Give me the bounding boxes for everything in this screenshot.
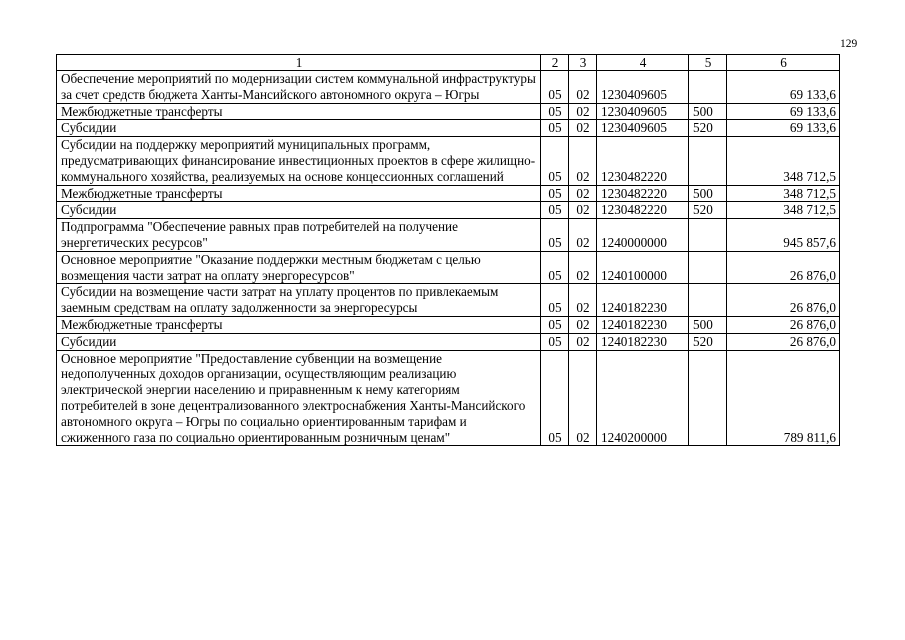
row-target-code: 1240182230 — [597, 333, 689, 350]
row-amount: 348 712,5 — [727, 137, 840, 185]
row-expense-type: 500 — [689, 185, 727, 202]
table-row — [57, 350, 840, 446]
column-header: 1 — [57, 55, 541, 71]
row-amount: 26 876,0 — [727, 316, 840, 333]
row-name: Субсидии на возмещение части затрат на уплату процентов по привлекаемым заемным средствам на оплату задолженности за энергоресурсы — [57, 284, 541, 317]
row-expense-type — [689, 350, 727, 446]
row-subsection-code: 02 — [569, 103, 597, 120]
row-target-code: 1230409605 — [597, 120, 689, 137]
column-header: 2 — [541, 55, 569, 71]
row-section-code: 05 — [541, 316, 569, 333]
row-expense-type: 500 — [689, 316, 727, 333]
row-target-code: 1230409605 — [597, 71, 689, 104]
row-section-code: 05 — [541, 350, 569, 446]
row-target-code: 1240182230 — [597, 316, 689, 333]
table-row — [57, 251, 840, 284]
row-name: Подпрограмма "Обеспечение равных прав потребителей на получение энергетических ресурсов" — [57, 219, 541, 252]
row-target-code: 1230482220 — [597, 185, 689, 202]
row-expense-type — [689, 284, 727, 317]
row-target-code: 1240200000 — [597, 350, 689, 446]
row-expense-type — [689, 137, 727, 185]
row-section-code: 05 — [541, 137, 569, 185]
row-expense-type — [689, 251, 727, 284]
row-expense-type: 520 — [689, 202, 727, 219]
row-name: Субсидии — [57, 120, 541, 137]
row-amount: 69 133,6 — [727, 120, 840, 137]
row-subsection-code: 02 — [569, 185, 597, 202]
row-section-code: 05 — [541, 202, 569, 219]
row-name: Основное мероприятие "Предоставление субвенции на возмещение недополученных доходов организации, осуществляющим реализацию электрической энергии населению и приравненным к нему категориям потребителей в зоне децентрализованного электроснабжения Ханты-Мансийского автономного округа – Югры по социально ориентированным тарифам и сжиженного газа по социально ориентированным розничным ценам" — [57, 350, 541, 446]
row-name: Субсидии — [57, 202, 541, 219]
table-row — [57, 137, 840, 185]
row-name: Межбюджетные трансферты — [57, 316, 541, 333]
row-name: Субсидии — [57, 333, 541, 350]
row-target-code: 1230409605 — [597, 103, 689, 120]
row-subsection-code: 02 — [569, 251, 597, 284]
table-row — [57, 202, 840, 219]
row-name: Обеспечение мероприятий по модернизации систем коммунальной инфраструктуры за счет средств бюджета Ханты-Мансийского автономного округа – Югры — [57, 71, 541, 104]
table-row — [57, 185, 840, 202]
table-header-row — [57, 55, 840, 71]
row-amount: 26 876,0 — [727, 251, 840, 284]
row-subsection-code: 02 — [569, 71, 597, 104]
table-row — [57, 219, 840, 252]
table-row — [57, 120, 840, 137]
row-target-code: 1240100000 — [597, 251, 689, 284]
row-target-code: 1240182230 — [597, 284, 689, 317]
row-subsection-code: 02 — [569, 202, 597, 219]
row-expense-type: 500 — [689, 103, 727, 120]
row-target-code: 1230482220 — [597, 137, 689, 185]
row-section-code: 05 — [541, 71, 569, 104]
row-subsection-code: 02 — [569, 284, 597, 317]
column-header: 6 — [727, 55, 840, 71]
column-header: 5 — [689, 55, 727, 71]
table-body — [57, 71, 840, 446]
page-number: 129 — [840, 38, 858, 50]
row-section-code: 05 — [541, 120, 569, 137]
row-name: Межбюджетные трансферты — [57, 185, 541, 202]
row-expense-type — [689, 219, 727, 252]
row-subsection-code: 02 — [569, 316, 597, 333]
row-subsection-code: 02 — [569, 137, 597, 185]
row-amount: 26 876,0 — [727, 284, 840, 317]
row-amount: 945 857,6 — [727, 219, 840, 252]
row-name: Основное мероприятие "Оказание поддержки местным бюджетам с целью возмещения части затрат на оплату энергоресурсов" — [57, 251, 541, 284]
row-section-code: 05 — [541, 219, 569, 252]
table-row — [57, 316, 840, 333]
row-expense-type — [689, 71, 727, 104]
row-amount: 26 876,0 — [727, 333, 840, 350]
row-subsection-code: 02 — [569, 219, 597, 252]
row-amount: 348 712,5 — [727, 202, 840, 219]
row-section-code: 05 — [541, 103, 569, 120]
row-amount: 69 133,6 — [727, 103, 840, 120]
table-row — [57, 284, 840, 317]
budget-table — [56, 54, 840, 446]
row-subsection-code: 02 — [569, 333, 597, 350]
table-row — [57, 71, 840, 104]
table-row — [57, 333, 840, 350]
row-target-code: 1240000000 — [597, 219, 689, 252]
row-name: Межбюджетные трансферты — [57, 103, 541, 120]
row-section-code: 05 — [541, 284, 569, 317]
row-section-code: 05 — [541, 185, 569, 202]
row-expense-type: 520 — [689, 120, 727, 137]
row-amount: 789 811,6 — [727, 350, 840, 446]
row-amount: 348 712,5 — [727, 185, 840, 202]
row-section-code: 05 — [541, 251, 569, 284]
row-expense-type: 520 — [689, 333, 727, 350]
row-subsection-code: 02 — [569, 350, 597, 446]
table-row — [57, 103, 840, 120]
row-amount: 69 133,6 — [727, 71, 840, 104]
row-target-code: 1230482220 — [597, 202, 689, 219]
row-name: Субсидии на поддержку мероприятий муниципальных программ, предусматривающих финансирование инвестиционных проектов в сфере жилищно-коммунального хозяйства, реализуемых на основе концессионных соглашений — [57, 137, 541, 185]
row-section-code: 05 — [541, 333, 569, 350]
column-header: 3 — [569, 55, 597, 71]
column-header: 4 — [597, 55, 689, 71]
row-subsection-code: 02 — [569, 120, 597, 137]
